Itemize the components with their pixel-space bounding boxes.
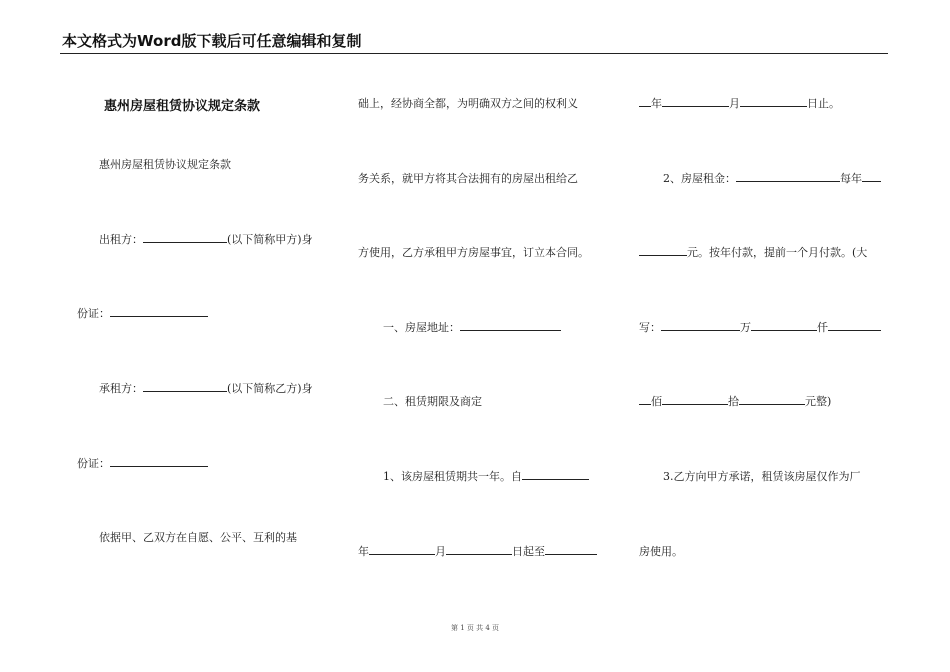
- qian-label: 仟: [817, 321, 828, 334]
- term-heading: 二、租赁期限及商定: [383, 395, 482, 408]
- year-label: 年: [358, 545, 369, 558]
- per-year-blank[interactable]: [862, 170, 881, 182]
- yuan-blank[interactable]: [739, 393, 805, 405]
- address-label: 一、房屋地址：: [383, 321, 460, 334]
- document-title: 惠州房屋租赁协议规定条款: [104, 99, 261, 114]
- document-header-title: 本文格式为Word版下载后可任意编辑和复制: [62, 32, 362, 50]
- per-year-label: 每年: [840, 172, 862, 185]
- bai-prefix-blank[interactable]: [639, 393, 651, 405]
- lessee-id-line: [77, 455, 208, 471]
- capital-amount-line: [639, 319, 881, 335]
- end-year-prefix-blank[interactable]: [639, 95, 651, 107]
- end-year-blank[interactable]: [545, 543, 597, 555]
- lessee-label: 承租方：: [99, 382, 143, 395]
- body-line-3: 方使用，乙方承租甲方房屋事宜，订立本合同。: [358, 246, 589, 259]
- promise-line: 3.乙方向甲方承诺，租赁该房屋仅作为厂: [663, 470, 861, 483]
- lessor-id-line: [77, 305, 208, 321]
- term-date-line: [358, 543, 597, 559]
- rent-amount-line: [639, 244, 867, 260]
- header-divider: [60, 53, 888, 54]
- lessee-name-blank[interactable]: [143, 380, 227, 392]
- usage-line: 房使用。: [639, 545, 683, 558]
- term-start-year-blank[interactable]: [522, 468, 589, 480]
- lessor-line: [99, 231, 313, 247]
- rent-line: [663, 170, 881, 186]
- page-number: 第 1 页 共 4 页: [450, 624, 500, 632]
- term-text: 1、该房屋租赁期共一年。自: [383, 470, 522, 483]
- end-month-label: 月: [729, 97, 740, 110]
- lessor-name-blank[interactable]: [143, 231, 227, 243]
- end-year-label: 年: [651, 97, 662, 110]
- lessee-id-label: 份证：: [77, 457, 110, 470]
- shi-blank[interactable]: [662, 393, 728, 405]
- shi-label: 拾: [728, 395, 739, 408]
- start-day-blank[interactable]: [446, 543, 512, 555]
- term-line: [383, 468, 589, 484]
- subtitle-line: 惠州房屋租赁协议规定条款: [99, 158, 231, 171]
- start-month-blank[interactable]: [369, 543, 435, 555]
- from-to-label: 日起至: [512, 545, 545, 558]
- end-date-line: [639, 95, 840, 111]
- end-day-blank[interactable]: [740, 95, 807, 107]
- month-label: 月: [435, 545, 446, 558]
- wan-blank[interactable]: [661, 319, 740, 331]
- bai-label: 佰: [651, 395, 662, 408]
- basis-line: 依据甲、乙双方在自愿、公平、互利的基: [99, 531, 297, 544]
- capital-amount-line-2: [639, 393, 831, 409]
- rent-yuan-text: 元。按年付款，提前一个月付款。(大: [687, 246, 868, 259]
- lessor-id-label: 份证：: [77, 307, 110, 320]
- lessor-suffix: (以下简称甲方)身: [227, 233, 313, 246]
- wan-label: 万: [740, 321, 751, 334]
- end-month-blank[interactable]: [662, 95, 729, 107]
- lessor-id-blank[interactable]: [110, 305, 208, 317]
- rent-amount-blank[interactable]: [639, 244, 687, 256]
- yuan-whole-label: 元整): [805, 395, 832, 408]
- lessee-line: [99, 380, 313, 396]
- address-blank[interactable]: [460, 319, 561, 331]
- rent-blank[interactable]: [736, 170, 840, 182]
- qian-trailing-blank[interactable]: [828, 319, 881, 331]
- lessee-id-blank[interactable]: [110, 455, 208, 467]
- lessor-label: 出租方：: [99, 233, 143, 246]
- qian-blank[interactable]: [751, 319, 817, 331]
- lessee-suffix: (以下简称乙方)身: [227, 382, 313, 395]
- write-label: 写：: [639, 321, 661, 334]
- until-label: 日止。: [807, 97, 840, 110]
- rent-label: 2、房屋租金：: [663, 172, 736, 185]
- address-line: [383, 319, 561, 335]
- body-line-1: 础上，经协商全都，为明确双方之间的权利义: [358, 97, 578, 110]
- body-line-2: 务关系，就甲方将其合法拥有的房屋出租给乙: [358, 172, 578, 185]
